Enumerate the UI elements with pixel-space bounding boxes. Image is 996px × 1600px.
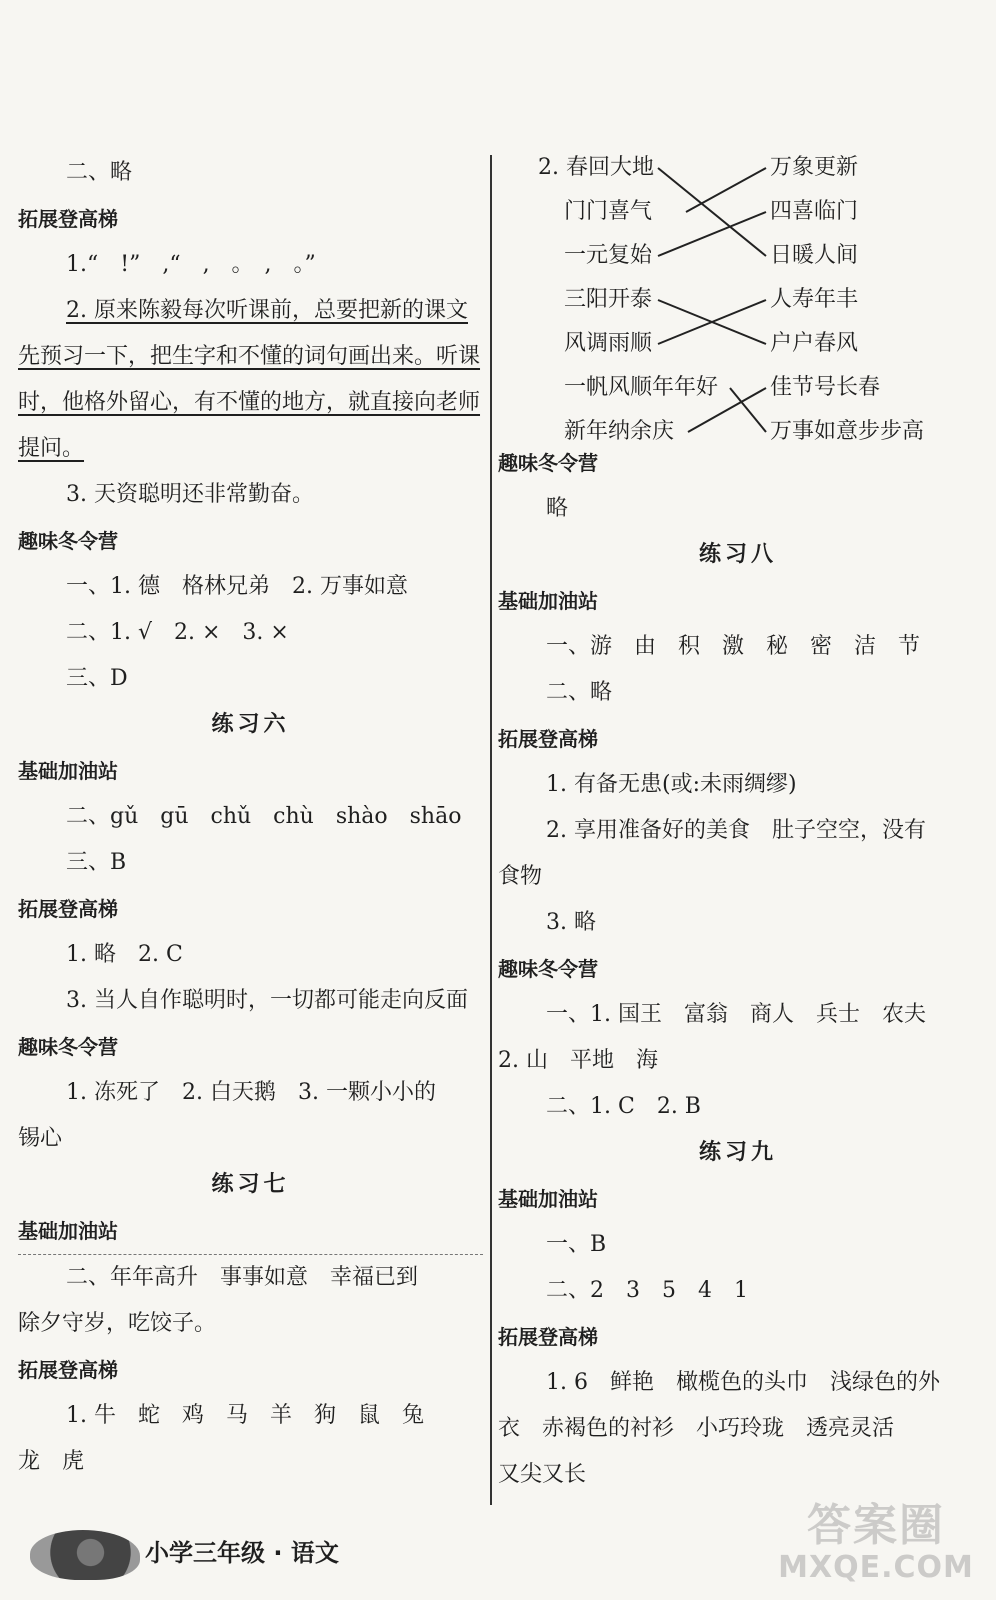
answer-line: 二、年年高升 事事如意 幸福已到 [66, 1265, 419, 1290]
answer-line: 1.“ !” ,“ , 。 , 。” [66, 252, 316, 277]
match-right-item: 日暖人间 [770, 243, 859, 268]
right-column [498, 150, 978, 1498]
section-heading: 拓展登高梯 [18, 897, 118, 921]
answer-line: 锡心 [18, 1126, 63, 1151]
answer-line: 1. 6 鲜艳 橄榄色的头巾 浅绿色的外 [546, 1370, 940, 1395]
left-column [18, 150, 483, 1485]
watermark [776, 1500, 976, 1590]
match-left-item: 一元复始 [564, 243, 653, 268]
answer-line: 1. 冻死了 2. 白天鹅 3. 一颗小小的 [66, 1080, 436, 1105]
answer-line: 三、D [66, 666, 128, 691]
answer-line: 三、B [66, 850, 127, 875]
answer-line: 食物 [498, 864, 543, 889]
answer-line: 略 [546, 496, 569, 521]
answer-line: 一、1. 国王 富翁 商人 兵士 农夫 [546, 1002, 926, 1027]
match-right-item: 四喜临门 [770, 199, 859, 224]
exercise-title: 练习九 [698, 1140, 777, 1165]
answer-paragraph: 2. 原来陈毅每次听课前，总要把新的课文先预习一下，把生字和不懂的词句画出来。听课时，他格外留心，有不懂的地方，就直接向老师提问。 [18, 298, 481, 461]
answer-line: 二、gǔ gū chǔ chù shào shāo [66, 804, 462, 829]
section-heading: 趣味冬令营 [18, 1035, 118, 1059]
answer-line: 二、1. C 2. B [546, 1094, 701, 1119]
answer-line: 一、1. 德 格林兄弟 2. 万事如意 [66, 574, 408, 599]
watermark-bottom: MXQE.COM [778, 1550, 974, 1585]
answer-line: 一、游 由 积 激 秘 密 洁 节 [546, 634, 921, 659]
match-line [658, 168, 766, 256]
matching-exercise [498, 150, 978, 444]
exercise-title: 练习六 [211, 712, 290, 737]
section-heading: 趣味冬令营 [498, 451, 598, 475]
answer-line: 2. 山 平地 海 [498, 1048, 658, 1073]
section-heading: 基础加油站 [18, 759, 118, 783]
section-heading: 拓展登高梯 [498, 727, 598, 751]
match-right-item: 户户春风 [770, 331, 859, 356]
answer-line: 一、B [546, 1232, 607, 1257]
section-heading: 趣味冬令营 [498, 957, 598, 981]
answer-line: 龙 虎 [18, 1449, 85, 1474]
decorative-logo-icon [30, 1530, 140, 1580]
answer-line: 二、2 3 5 4 1 [546, 1278, 748, 1303]
match-right-item: 佳节号长春 [770, 375, 881, 400]
section-heading: 基础加油站 [498, 1187, 598, 1211]
answer-line: 除夕守岁，吃饺子。 [18, 1311, 217, 1336]
match-left-item: 三阳开泰 [564, 287, 653, 312]
answer-line: 1. 牛 蛇 鸡 马 羊 狗 鼠 兔 [66, 1403, 424, 1428]
section-heading: 拓展登高梯 [18, 1358, 118, 1382]
footer-text: 小学三年级 · 语文 [145, 1539, 339, 1567]
match-left-item: 2. 春回大地 [538, 155, 654, 180]
answer-line: 二、略 [546, 680, 613, 705]
match-right-item: 人寿年丰 [770, 287, 859, 312]
section-heading: 拓展登高梯 [18, 207, 118, 231]
section-heading: 基础加油站 [498, 589, 598, 613]
answer-line: 1. 有备无患(或:未雨绸缪) [546, 772, 797, 797]
match-left-item: 新年纳余庆 [564, 419, 675, 444]
page-footer [30, 1525, 450, 1585]
match-line [686, 168, 766, 212]
answer-line: 3. 天资聪明还非常勤奋。 [66, 482, 314, 507]
match-left-item: 门门喜气 [564, 199, 653, 224]
answer-line: 二、略 [66, 160, 133, 185]
exercise-title: 练习八 [698, 542, 777, 567]
match-line [730, 388, 766, 432]
section-heading: 基础加油站 [18, 1208, 483, 1255]
watermark-top: 答案圈 [807, 1500, 945, 1551]
match-left-item: 一帆风顺年年好 [564, 375, 719, 400]
match-right-item: 万象更新 [770, 155, 859, 180]
answer-line: 衣 赤褐色的衬衫 小巧玲珑 透亮灵活 [498, 1416, 895, 1441]
answer-line: 3. 当人自作聪明时，一切都可能走向反面 [66, 988, 468, 1013]
match-right-item: 万事如意步步高 [770, 419, 925, 444]
match-line [658, 212, 766, 256]
section-heading: 趣味冬令营 [18, 529, 118, 553]
column-divider [490, 155, 492, 1505]
answer-line: 二、1. √ 2. × 3. × [66, 620, 289, 645]
exercise-title: 练习七 [211, 1172, 290, 1197]
answer-line: 3. 略 [546, 910, 596, 935]
section-heading: 拓展登高梯 [498, 1325, 598, 1349]
match-left-item: 风调雨顺 [564, 331, 653, 356]
answer-line: 1. 略 2. C [66, 942, 183, 967]
answer-line: 2. 享用准备好的美食 肚子空空，没有 [546, 818, 926, 843]
answer-line: 又尖又长 [498, 1462, 587, 1487]
